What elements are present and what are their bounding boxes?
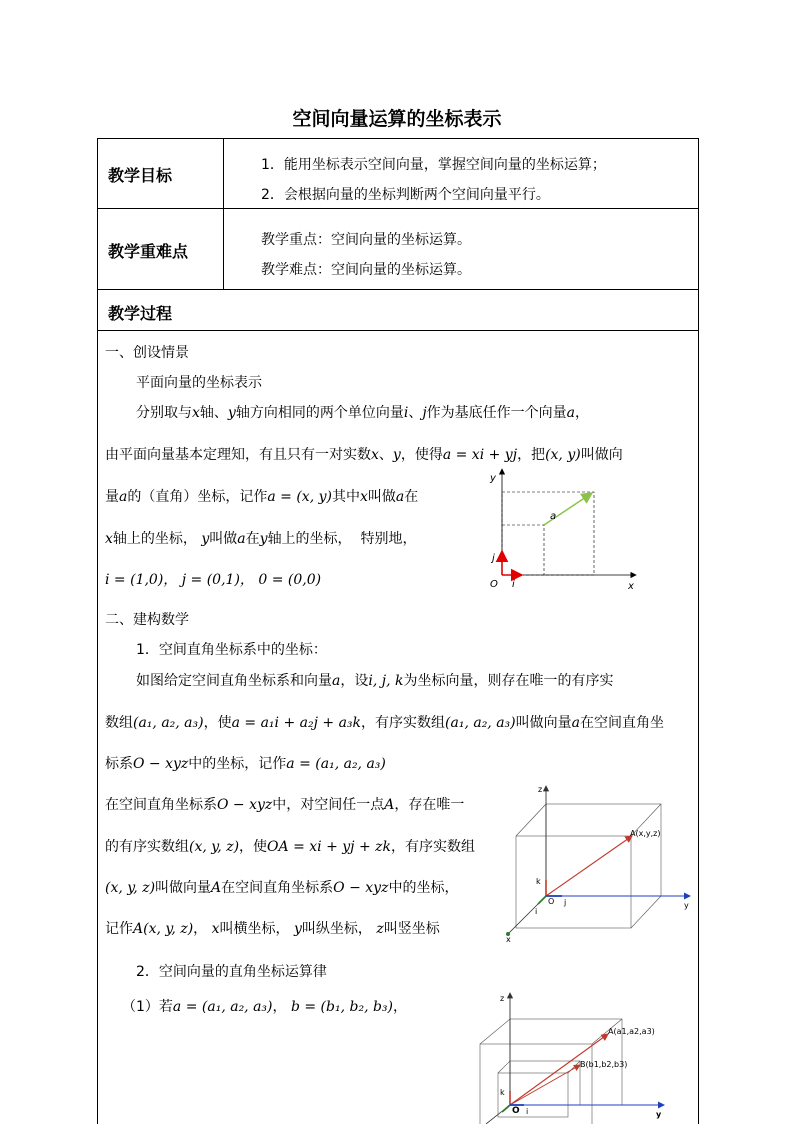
row-divider [98, 208, 698, 209]
i-label: i [512, 579, 515, 589]
unit-j [502, 1105, 510, 1112]
section2-heading: 二、建构数学 [105, 612, 189, 628]
row-divider [98, 330, 698, 331]
y-label: y [684, 901, 689, 910]
origin-label: O [490, 579, 498, 589]
j-label: j [564, 898, 567, 907]
para-plane-2: 由平面向量基本定理知，有且只有一对实数x、y，使得a = xi + yj，把(x, y)叫做向 [105, 447, 623, 463]
key-difficulty: 教学难点：空间向量的坐标运算。 [261, 262, 471, 278]
lesson-table [97, 138, 699, 1124]
k-label: k [500, 1088, 505, 1097]
section1-heading: 一、创设情景 [105, 345, 189, 361]
unit-i [538, 896, 546, 904]
para-space-2: 数组(a₁, a₂, a₃)，使a = a₁i + a₂j + a₃k，有序实数组(a₁, a₂, a₃)叫做向量a在空间直角坐 [105, 715, 664, 731]
origin-label: O [512, 1106, 520, 1116]
para-space-6: (x, y, z)叫做向量A在空间直角坐标系O − xyz中的坐标， [105, 880, 459, 896]
x-label: x [506, 935, 511, 944]
para-space-1: 如图给定空间直角坐标系和向量a，设i, j, k为坐标向量，则存在唯一的有序实 [136, 673, 614, 689]
point-B-label: B(b1,b2,b3) [580, 1060, 628, 1069]
vector-a-label: a [550, 511, 557, 522]
special-vectors: i = (1,0)， j = (0,1)， 0 = (0,0) [105, 572, 322, 588]
projection-box [502, 492, 594, 575]
para-space-4: 在空间直角坐标系O − xyz中，对空间任一点A，存在唯一 [105, 797, 465, 813]
para-plane-3: 量a的（直角）坐标，记作a = (x, y)其中x叫做a在 [105, 489, 419, 505]
para-plane-4: x轴上的坐标， y叫做a在y轴上的坐标， 特别地， [105, 531, 417, 547]
z-label: z [500, 994, 505, 1003]
section1-sub: 平面向量的坐标表示 [136, 375, 262, 391]
para-space-7: 记作A(x, y, z)， x叫横坐标， y叫纵坐标， z叫竖坐标 [105, 921, 440, 937]
point-A-label: A(x,y,z) [630, 829, 661, 838]
x-axis-label: x [628, 581, 634, 589]
para-space-3: 标系O − xyz中的坐标，记作a = (a₁, a₂, a₃) [105, 756, 386, 772]
y-label: y [656, 1110, 662, 1119]
origin-label: O [548, 897, 555, 906]
para-plane-1: 分别取与x轴、y轴方向相同的两个单位向量i、j作为基底任作一个向量a， [136, 405, 590, 421]
space-coordinate-figure [504, 784, 694, 944]
key-points-label: 教学重难点 [108, 242, 189, 261]
space-two-points-figure [468, 989, 668, 1124]
section2-item1: 1．空间直角坐标系中的坐标： [136, 642, 327, 658]
vector-OA [546, 836, 632, 896]
point-A-label: A(a1,a2,a3) [608, 1027, 655, 1036]
y-axis-label: y [490, 473, 496, 484]
key-focus: 教学重点：空间向量的坐标运算。 [261, 232, 471, 248]
vector-OA [510, 1034, 608, 1105]
page-title: 空间向量运算的坐标表示 [292, 108, 502, 130]
row-divider [98, 289, 698, 290]
k-label: k [536, 877, 541, 886]
z-label: z [538, 785, 543, 794]
i-label: i [526, 1107, 529, 1116]
i-label: i [535, 907, 538, 916]
objective-item-2: 2．会根据向量的坐标判断两个空间向量平行。 [261, 187, 550, 203]
section2-item2: 2．空间向量的直角坐标运算律 [136, 964, 327, 980]
column-divider [223, 139, 224, 289]
outer-box [480, 1019, 622, 1124]
projection-box-inner [502, 525, 544, 575]
plane-vector-figure [486, 461, 646, 589]
j-label: j [492, 553, 495, 564]
para-space-5: 的有序实数组(x, y, z)，使OA = xi + yj + zk，有序实数组 [105, 839, 476, 855]
process-label: 教学过程 [108, 304, 173, 323]
objective-item-1: 1．能用坐标表示空间向量，掌握空间向量的坐标运算； [261, 157, 606, 173]
objectives-label: 教学目标 [108, 166, 173, 185]
vector-OB [510, 1065, 580, 1105]
case-1: （1）若a = (a₁, a₂, a₃)， b = (b₁, b₂, b₃)， [122, 999, 408, 1015]
